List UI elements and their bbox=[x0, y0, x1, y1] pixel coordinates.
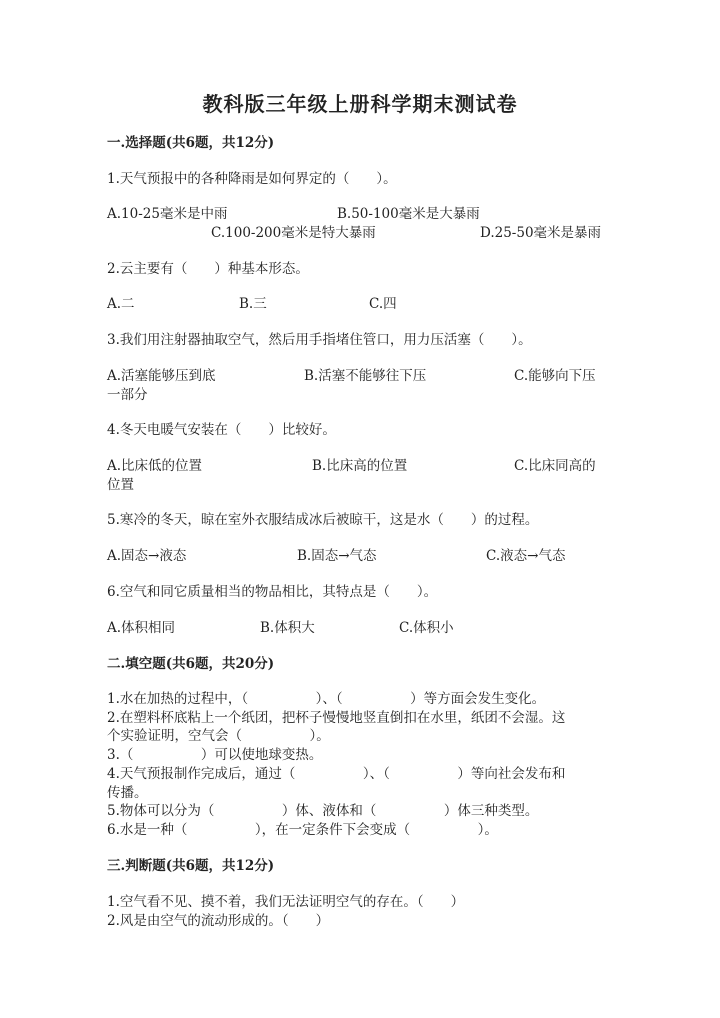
question-5-option-b: B.固态→气态 bbox=[297, 548, 377, 564]
question-2-stem: 2.云主要有（ ）种基本形态。 bbox=[107, 261, 309, 277]
question-4-option-c: C.比床同高的 bbox=[514, 458, 596, 474]
fill-line-7: 5.物体可以分为（ ）体、液体和（ ）体三种类型。 bbox=[107, 803, 539, 819]
question-1-option-a: A.10-25毫米是中雨 bbox=[107, 206, 228, 222]
question-2-option-b: B.三 bbox=[239, 296, 267, 312]
question-3-option-c-continued: 一部分 bbox=[107, 387, 148, 403]
question-2-option-c: C.四 bbox=[369, 296, 397, 312]
question-3-option-c: C.能够向下压 bbox=[514, 368, 596, 384]
fill-line-8: 6.水是一种（ ），在一定条件下会变成（ ）。 bbox=[107, 822, 498, 838]
question-1-option-c: C.100-200毫米是特大暴雨 bbox=[211, 225, 376, 241]
question-5-option-a: A.固态→液态 bbox=[107, 548, 187, 564]
question-3-option-b: B.活塞不能够往下压 bbox=[304, 368, 427, 384]
fill-line-5: 4.天气预报制作完成后，通过（ ）、（ ）等向社会发布和 bbox=[107, 766, 566, 782]
question-4-option-b: B.比床高的位置 bbox=[312, 458, 408, 474]
page-title: 教科版三年级上册科学期末测试卷 bbox=[202, 92, 518, 116]
question-1-option-b: B.50-100毫米是大暴雨 bbox=[337, 206, 480, 222]
judge-line-1: 1.空气看不见、摸不着，我们无法证明空气的存在。（ ） bbox=[107, 894, 465, 910]
question-3-stem: 3.我们用注射器抽取空气，然后用手指堵住管口，用力压活塞（ ）。 bbox=[107, 332, 532, 348]
section-heading-true-false: 三.判断题(共6题，共12分) bbox=[107, 858, 275, 874]
question-1-option-d: D.25-50毫米是暴雨 bbox=[480, 225, 602, 241]
question-5-option-c: C.液态→气态 bbox=[486, 548, 566, 564]
section-heading-fill-in: 二.填空题(共6题，共20分) bbox=[107, 656, 275, 672]
question-3-option-a: A.活塞能够压到底 bbox=[107, 368, 216, 384]
question-6-option-c: C.体积小 bbox=[399, 620, 454, 636]
question-1-stem: 1.天气预报中的各种降雨是如何界定的（ ）。 bbox=[107, 171, 397, 187]
question-4-option-c-continued: 位置 bbox=[107, 477, 134, 493]
question-6-option-b: B.体积大 bbox=[260, 620, 315, 636]
fill-line-3: 个实验证明，空气会（ ）。 bbox=[107, 728, 330, 744]
question-6-stem: 6.空气和同它质量相当的物品相比，其特点是（ ）。 bbox=[107, 584, 438, 600]
question-4-stem: 4.冬天电暖气安装在（ ）比较好。 bbox=[107, 422, 336, 438]
question-6-option-a: A.体积相同 bbox=[107, 620, 176, 636]
fill-line-1: 1.水在加热的过程中，（ ）、（ ）等方面会发生变化。 bbox=[107, 691, 546, 707]
section-heading-choice: 一.选择题(共6题，共12分) bbox=[107, 135, 275, 151]
judge-line-2: 2.风是由空气的流动形成的。（ ） bbox=[107, 913, 330, 929]
fill-line-4: 3.（ ）可以使地球变热。 bbox=[107, 747, 323, 763]
question-4-option-a: A.比床低的位置 bbox=[107, 458, 203, 474]
fill-line-6: 传播。 bbox=[107, 785, 148, 801]
fill-line-2: 2.在塑料杯底粘上一个纸团，把杯子慢慢地竖直倒扣在水里，纸团不会湿。这 bbox=[107, 710, 566, 726]
question-2-option-a: A.二 bbox=[107, 296, 135, 312]
question-5-stem: 5.寒冷的冬天，晾在室外衣服结成冰后被晾干，这是水（ ）的过程。 bbox=[107, 512, 539, 528]
